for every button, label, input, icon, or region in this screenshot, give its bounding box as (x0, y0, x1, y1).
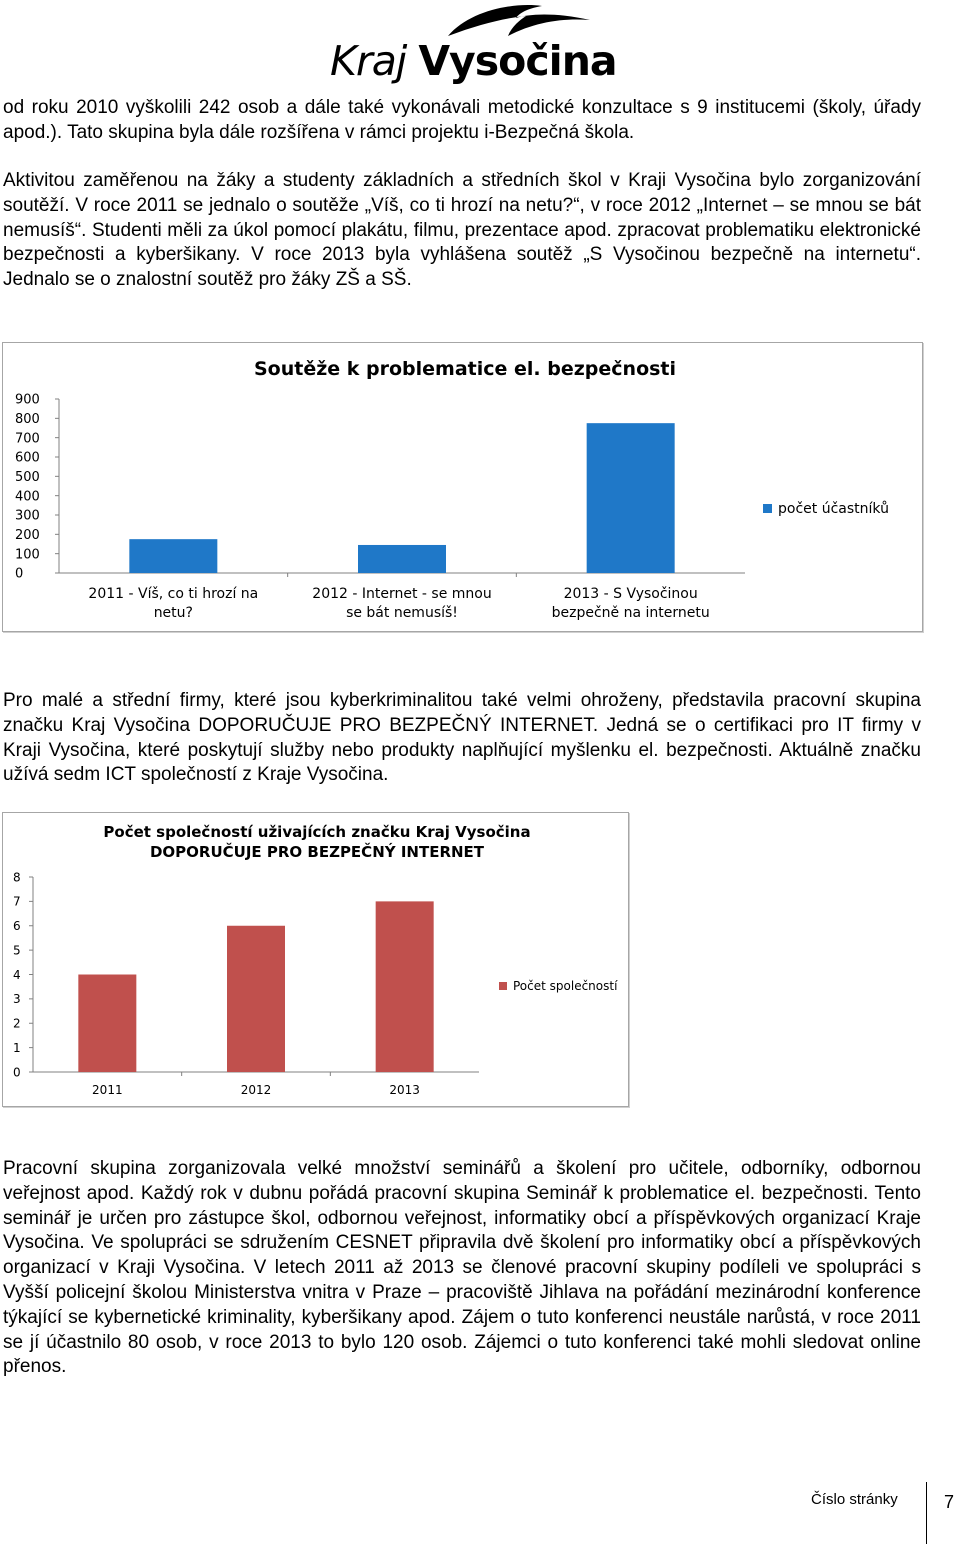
y-tick-label: 1 (13, 1040, 21, 1055)
bar (227, 926, 285, 1072)
footer-divider (926, 1482, 927, 1544)
legend-label: Počet společností (513, 979, 618, 993)
paragraph-seminars: Pracovní skupina zorganizovala velké množství seminářů a školení pro učitele, odborníky, odbornou veřejnost apod. Každý rok v dubnu pořádá pracovní skupina Seminář k problematice el. bezpečnosti. Tento seminář je určen pro zástupce škol, odbornou veřejnost, informatiky obcí a příspěvkových organizací Kraje Vysočina. Ve spolupráci se sdružením CESNET připravila dvě školení pro informatiky obcí a příspěvkových organizací v Kraji Vysočina. V letech 2011 až 2013 se členové pracovní skupiny podíleli ve spolupráci s Vyšší policejní školou Ministerstva vnitra v Praze – pracoviště Jihlava na pořádání mezinárodní konference týkající se kybernetické kriminality, kyberšikany apod. Zájem o tuto konferenci neustále narůstá, v roce 2011 se jí účastnilo 80 osob, v roce 2013 to bylo 120 osob. Zájemci o tuto konferenci také mohli sledovat online přenos. (3, 1158, 921, 1378)
y-tick-label: 900 (15, 392, 40, 408)
y-tick-label: 300 (15, 508, 40, 524)
category-label: bezpečně na internetu (551, 605, 710, 621)
logo-text (330, 36, 617, 86)
paragraph-trainings: od roku 2010 vyškolili 242 osob a dále také vykonávali metodické konzultace s 9 institucemi (školy, úřady apod.). Tato skupina byla dále rozšířena v rámci projektu i-Bezpečná škola. (3, 97, 921, 143)
y-tick-label: 100 (15, 547, 40, 563)
y-tick-label: 6 (13, 919, 21, 934)
legend-swatch (763, 504, 772, 513)
kraj-vysocina-logo (330, 2, 617, 88)
y-tick-label: 5 (13, 943, 21, 958)
y-tick-label: 700 (15, 431, 40, 447)
companies-chart-svg (3, 813, 628, 1106)
y-tick-label: 800 (15, 412, 40, 428)
category-label: 2011 - Víš, co ti hrozí na (88, 586, 259, 602)
bar (587, 423, 675, 573)
competitions-chart-svg (3, 343, 922, 631)
category-label: 2013 - S Vysočinou (563, 586, 698, 602)
y-tick-label: 0 (13, 1065, 21, 1080)
bar (78, 975, 136, 1073)
y-tick-label: 0 (15, 566, 24, 582)
y-tick-label: 500 (15, 470, 40, 486)
category-label: 2013 (389, 1083, 420, 1097)
bar (376, 901, 434, 1072)
category-label: 2011 (92, 1083, 123, 1097)
y-tick-label: 4 (13, 967, 21, 982)
category-label: se bát nemusíš! (346, 605, 458, 621)
bar (129, 539, 217, 573)
logo-text-vysocina: Vysočina (418, 37, 617, 85)
chart-title: Soutěže k problematice el. bezpečnosti (253, 358, 677, 380)
category-label: 2012 - Internet - se mnou (312, 586, 492, 602)
competitions-chart (2, 342, 923, 632)
y-tick-label: 7 (13, 894, 21, 909)
logo-text-kraj: Kraj (330, 37, 407, 85)
chart-title: DOPORUČUJE PRO BEZPEČNÝ INTERNET (149, 843, 485, 861)
paragraph-competitions: Aktivitou zaměřenou na žáky a studenty základních a středních škol v Kraji Vysočina bylo zorganizování soutěží. V roce 2011 se jednalo o soutěže „Víš, co ti hrozí na netu?“, v roce 2012 „Internet – se mnou se bát nemusíš“. Studenti měli za úkol pomocí plakátu, filmu, prezentace apod. zpracovat problematiku elektronické bezpečnosti a kyberšikany. V roce 2013 byla vyhlášena soutěž „S Vysočinou bezpečně na internetu“. Jednalo se o znalostní soutěž pro žáky ZŠ a SŠ. (3, 170, 921, 291)
y-tick-label: 400 (15, 489, 40, 505)
paragraph-certification: Pro malé a střední firmy, které jsou kyberkriminalitou také velmi ohroženy, představila pracovní skupina značku Kraj Vysočina DOPORUČUJE PRO BEZPEČNÝ INTERNET. Jedná se o certifikaci pro IT firmy v Kraji Vysočina, které poskytují služby nebo produkty naplňující myšlenku el. bezpečnosti. Aktuálně značku užívá sedm ICT společností z Kraje Vysočina. (3, 690, 921, 786)
y-tick-label: 600 (15, 450, 40, 466)
y-tick-label: 8 (13, 870, 21, 885)
y-tick-label: 3 (13, 992, 21, 1007)
page-number-label: Číslo stránky (811, 1491, 898, 1508)
category-label: 2012 (240, 1083, 272, 1097)
legend-label: počet účastníků (778, 501, 889, 517)
chart-title: Počet společností uživajících značku Kraj Vysočina (103, 823, 531, 841)
category-label: netu? (153, 605, 193, 621)
legend-swatch (499, 982, 507, 990)
y-tick-label: 2 (13, 1016, 21, 1031)
bar (358, 545, 446, 573)
page-number: 7 (944, 1492, 955, 1512)
y-tick-label: 200 (15, 528, 40, 544)
companies-chart (2, 812, 629, 1107)
